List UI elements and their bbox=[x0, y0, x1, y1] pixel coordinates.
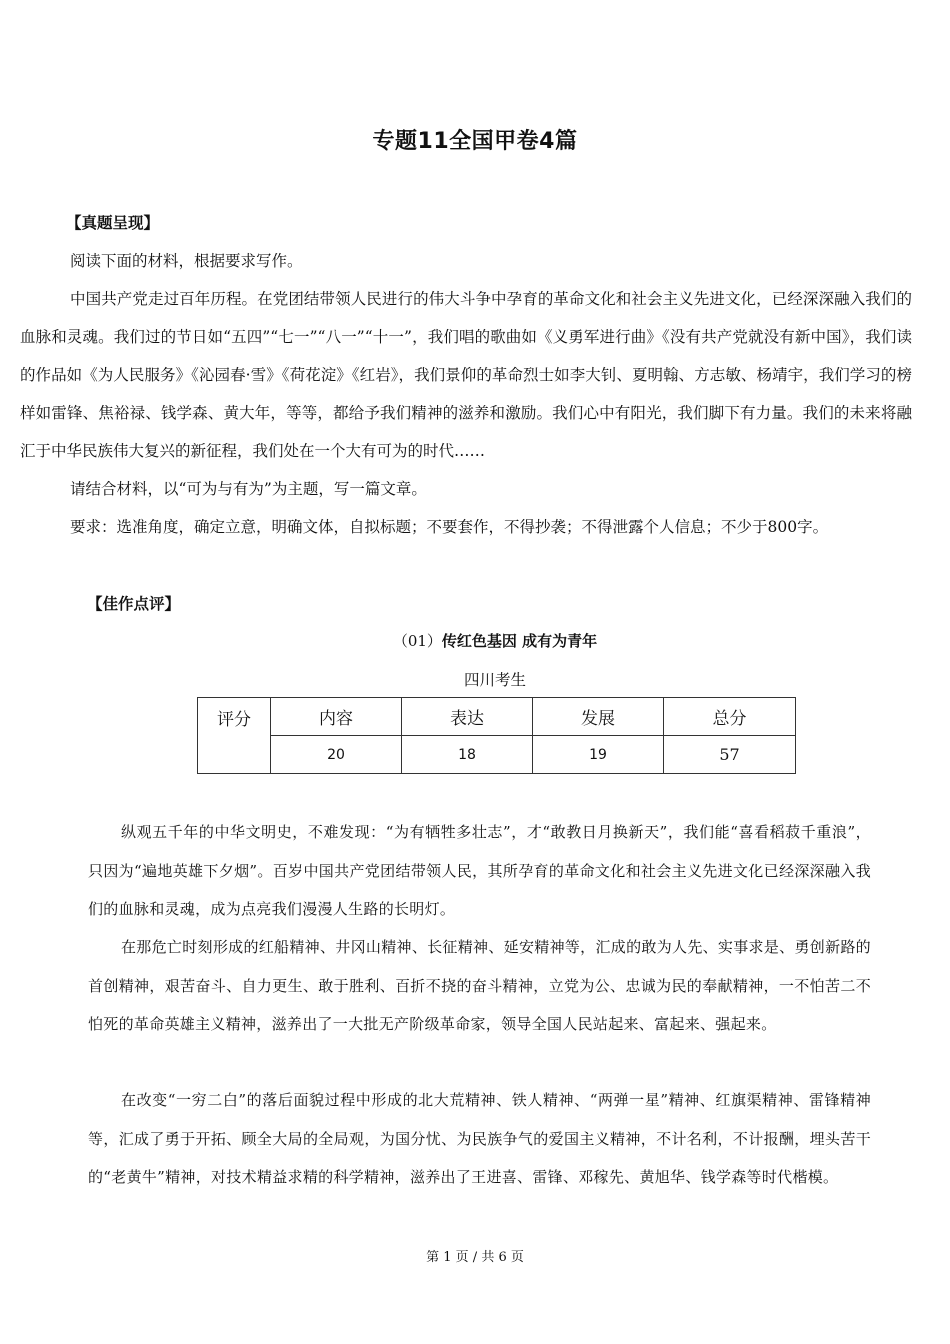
score-table-header-row bbox=[198, 698, 796, 736]
score-table-value-row bbox=[198, 736, 796, 774]
score-value-content: 20 bbox=[271, 736, 402, 774]
essay-title bbox=[0, 630, 950, 651]
section-heading-review: 【佳作点评】 bbox=[87, 595, 181, 613]
essay-paragraph-1: 纵观五千年的中华文明史，不难发现：“为有牺牲多壮志”，才“敢教日月换新天”，我们能“喜看稻菽千重浪”，只因为“遍地英雄下夕烟”。百岁中国共产党团结带领人民，其所孕育的革命文化和社会主义先进文化已经深深融入我们的血脉和灵魂，成为点亮我们漫漫人生路的长明灯。 bbox=[88, 823, 871, 918]
material-paragraph: 中国共产党走过百年历程。在党团结带领人民进行的伟大斗争中孕育的革命文化和社会主义先进文化，已经深深融入我们的血脉和灵魂。我们过的节日如“五四”“七一”“八一”“十一”，我们唱的歌曲如《义勇军进行曲》《没有共产党就没有新中国》，我们读的作品如《为人民服务》《沁园春·雪》《荷花淀》《红岩》，我们景仰的革命烈士如李大钊、夏明翰、方志敏、杨靖宇，我们学习的榜样如雷锋、焦裕禄、钱学森、黄大年，等等，都给予我们精神的滋养和激励。我们心中有阳光，我们脚下有力量。我们的未来将融汇于中华民族伟大复兴的新征程，我们处在一个大有可为的时代…… bbox=[20, 290, 912, 460]
requirements-paragraph: 要求：选准角度，确定立意，明确文体，自拟标题；不要套作，不得抄袭；不得泄露个人信息；不少于800字。 bbox=[70, 518, 829, 536]
intro-paragraph: 阅读下面的材料，根据要求写作。 bbox=[70, 252, 303, 270]
score-value-development: 19 bbox=[533, 736, 664, 774]
essay-paragraph-3: 在改变“一穷二白”的落后面貌过程中形成的北大荒精神、铁人精神、“两弹一星”精神、红旗渠精神、雷锋精神等，汇成了勇于开拓、顾全大局的全局观，为国分忧、为民族争气的爱国主义精神，不计名利，不计报酬，埋头苦干的“老黄牛”精神，对技术精益求精的科学精神，滋养出了王进喜、雷锋、邓稼先、黄旭华、钱学森等时代楷模。 bbox=[88, 1091, 871, 1186]
score-header-content: 内容 bbox=[271, 698, 402, 736]
score-value-expression: 18 bbox=[402, 736, 533, 774]
essay-number: （01） bbox=[392, 632, 442, 650]
score-value-total: 57 bbox=[664, 736, 796, 774]
task-paragraph: 请结合材料，以“可为与有为”为主题，写一篇文章。 bbox=[70, 480, 427, 498]
score-row-label: 评分 bbox=[198, 698, 271, 774]
score-header-expression: 表达 bbox=[402, 698, 533, 736]
essay-title-text: 传红色基因 成有为青年 bbox=[441, 632, 598, 650]
score-header-total: 总分 bbox=[664, 698, 796, 736]
page-title: 专题11全国甲卷4篇 bbox=[372, 129, 578, 154]
essay-author: 四川考生 bbox=[463, 671, 526, 689]
score-table bbox=[197, 697, 796, 774]
essay-paragraph-2: 在那危亡时刻形成的红船精神、井冈山精神、长征精神、延安精神等，汇成的敢为人先、实事求是、勇创新路的首创精神，艰苦奋斗、自力更生、敢于胜利、百折不挠的奋斗精神，立党为公、忠诚为民的奉献精神，一不怕苦二不怕死的革命英雄主义精神，滋养出了一大批无产阶级革命家，领导全国人民站起来、富起来、强起来。 bbox=[88, 938, 871, 1033]
section-heading-exam: 【真题呈现】 bbox=[66, 214, 160, 232]
score-header-development: 发展 bbox=[533, 698, 664, 736]
page-footer: 第 1 页 / 共 6 页 bbox=[426, 1250, 524, 1265]
